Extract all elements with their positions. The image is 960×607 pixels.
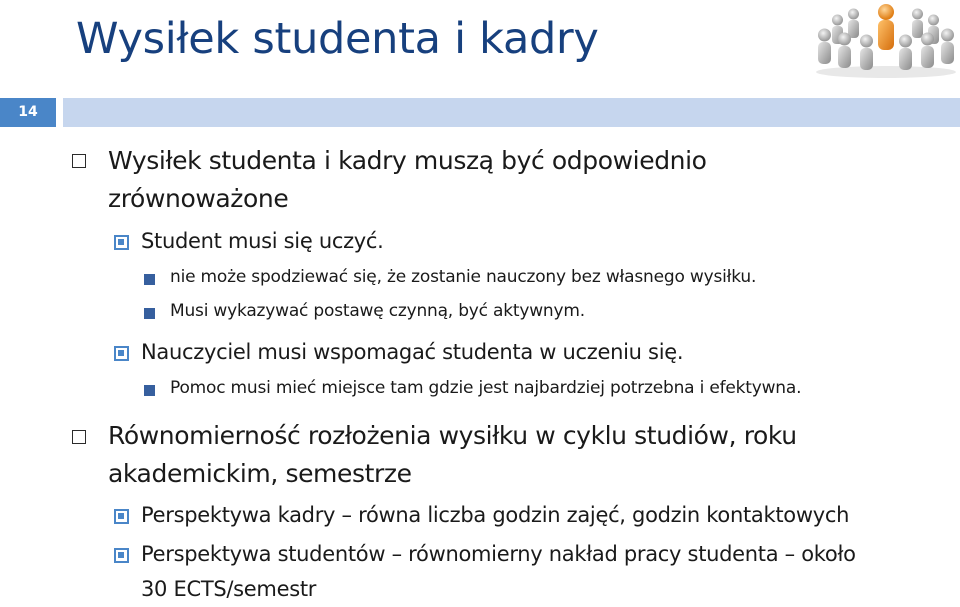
sub-item-student-perspective-line-1: Perspektywa studentów – równomierny nakład pracy studenta – około (141, 542, 856, 566)
slide-title: Wysiłek studenta i kadry (76, 14, 599, 64)
sub-item-student-perspective-line-2: 30 ECTS/semestr (141, 577, 317, 601)
sub-item-student: Student musi się uczyć. (141, 229, 384, 253)
slide-number: 14 (0, 98, 56, 127)
square-bullet-icon (114, 346, 129, 361)
small-square-bullet-icon (144, 385, 155, 396)
sub-sub-item-no-expectation: nie może spodziewać się, że zostanie nauczony bez własnego wysiłku. (170, 267, 757, 287)
sub-sub-item-active-attitude: Musi wykazywać postawę czynną, być aktywnym. (170, 301, 585, 321)
hollow-square-bullet-icon (72, 154, 86, 168)
bullet-item-2-line-2: akademickim, semestrze (108, 459, 412, 488)
small-square-bullet-icon (144, 308, 155, 319)
bullet-item-1-line-1: Wysiłek studenta i kadry muszą być odpowiednio (108, 146, 707, 175)
sub-item-teacher: Nauczyciel musi wspomagać studenta w uczeniu się. (141, 340, 684, 364)
hollow-square-bullet-icon (72, 430, 86, 444)
people-group-image (812, 2, 960, 80)
bullet-item-2-line-1: Równomierność rozłożenia wysiłku w cyklu studiów, roku (108, 421, 797, 450)
square-bullet-icon (114, 548, 129, 563)
sub-sub-item-help: Pomoc musi mieć miejsce tam gdzie jest najbardziej potrzebna i efektywna. (170, 378, 802, 398)
title-bar (63, 98, 960, 127)
bullet-item-1-line-2: zrównoważone (108, 184, 289, 213)
small-square-bullet-icon (144, 274, 155, 285)
square-bullet-icon (114, 509, 129, 524)
sub-item-staff-perspective: Perspektywa kadry – równa liczba godzin zajęć, godzin kontaktowych (141, 503, 850, 527)
square-bullet-icon (114, 235, 129, 250)
